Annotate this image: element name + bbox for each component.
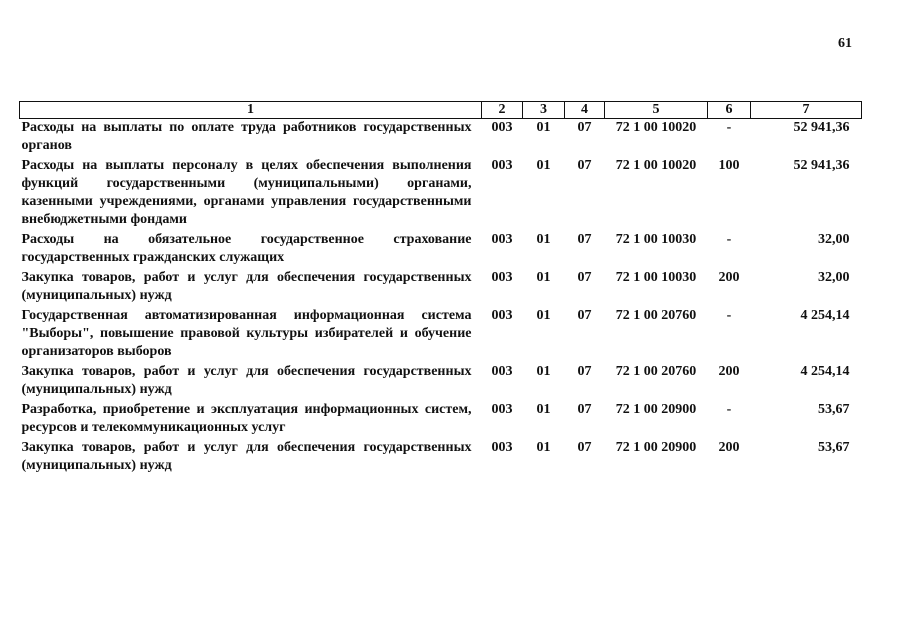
code-admin: 003 — [491, 232, 513, 247]
expense-name: Расходы на обязательное государственное страхование государственных гражданских служащих — [21, 232, 472, 265]
expense-name: Расходы на выплаты персоналу в целях обеспечения выполнения функций государственными (муниципальными) органами, казенными учреждениями, органами управления государственными внебюджетными фондами — [21, 158, 472, 227]
amount: 52 941,36 — [793, 120, 850, 135]
code-subsection: 07 — [577, 232, 592, 247]
code-section: 01 — [536, 440, 551, 455]
column-header: 7 — [751, 102, 862, 119]
budget-table — [19, 101, 862, 477]
column-header: 6 — [708, 102, 751, 119]
code-admin: 003 — [491, 440, 513, 455]
table-row — [20, 401, 862, 439]
expense-name: Закупка товаров, работ и услуг для обеспечения государственных (муниципальных) нужд — [21, 440, 472, 473]
code-target: 72 1 00 10030 — [615, 270, 697, 285]
table-row — [20, 269, 862, 307]
code-section: 01 — [536, 364, 551, 379]
code-subsection: 07 — [577, 402, 592, 417]
code-section: 01 — [536, 402, 551, 417]
code-target: 72 1 00 10020 — [615, 120, 697, 135]
code-expense-type: - — [726, 120, 732, 135]
header-row — [20, 102, 862, 119]
code-subsection: 07 — [577, 120, 592, 135]
table-row — [20, 307, 862, 363]
code-subsection: 07 — [577, 158, 592, 173]
column-header: 2 — [482, 102, 523, 119]
code-admin: 003 — [491, 120, 513, 135]
code-expense-type: 200 — [718, 440, 740, 455]
code-section: 01 — [536, 232, 551, 247]
code-section: 01 — [536, 308, 551, 323]
code-admin: 003 — [491, 364, 513, 379]
amount: 4 254,14 — [800, 364, 850, 379]
code-subsection: 07 — [577, 364, 592, 379]
code-section: 01 — [536, 120, 551, 135]
code-section: 01 — [536, 158, 551, 173]
code-expense-type: - — [726, 402, 732, 417]
amount: 53,67 — [818, 402, 850, 417]
code-admin: 003 — [491, 308, 513, 323]
expense-name: Государственная автоматизированная информационная система "Выборы", повышение правовой культуры избирателей и обучение организаторов выборов — [21, 308, 472, 359]
code-section: 01 — [536, 270, 551, 285]
column-header: 3 — [523, 102, 565, 119]
column-header: 5 — [605, 102, 708, 119]
code-expense-type: 200 — [718, 364, 740, 379]
code-target: 72 1 00 20900 — [615, 440, 697, 455]
amount: 52 941,36 — [793, 158, 850, 173]
amount: 32,00 — [818, 270, 850, 285]
expense-name: Закупка товаров, работ и услуг для обеспечения государственных (муниципальных) нужд — [21, 364, 472, 397]
expense-name: Закупка товаров, работ и услуг для обеспечения государственных (муниципальных) нужд — [21, 270, 472, 303]
code-subsection: 07 — [577, 308, 592, 323]
column-header: 4 — [565, 102, 605, 119]
column-header: 1 — [20, 102, 482, 119]
amount: 32,00 — [818, 232, 850, 247]
code-target: 72 1 00 20900 — [615, 402, 697, 417]
code-admin: 003 — [491, 402, 513, 417]
table-row — [20, 119, 862, 158]
code-expense-type: - — [726, 232, 732, 247]
table-row — [20, 231, 862, 269]
code-target: 72 1 00 20760 — [615, 364, 697, 379]
code-expense-type: 100 — [718, 158, 740, 173]
expense-name: Расходы на выплаты по оплате труда работников государственных органов — [21, 120, 472, 153]
code-expense-type: - — [726, 308, 732, 323]
code-subsection: 07 — [577, 270, 592, 285]
code-expense-type: 200 — [718, 270, 740, 285]
code-admin: 003 — [491, 270, 513, 285]
page-number: 61 — [838, 36, 852, 51]
table-row — [20, 363, 862, 401]
code-target: 72 1 00 10030 — [615, 232, 697, 247]
amount: 53,67 — [818, 440, 850, 455]
code-target: 72 1 00 20760 — [615, 308, 697, 323]
code-target: 72 1 00 10020 — [615, 158, 697, 173]
expense-name: Разработка, приобретение и эксплуатация информационных систем, ресурсов и телекоммуникационных услуг — [21, 402, 472, 435]
amount: 4 254,14 — [800, 308, 850, 323]
table-row — [20, 439, 862, 477]
code-subsection: 07 — [577, 440, 592, 455]
table-row — [20, 157, 862, 231]
code-admin: 003 — [491, 158, 513, 173]
